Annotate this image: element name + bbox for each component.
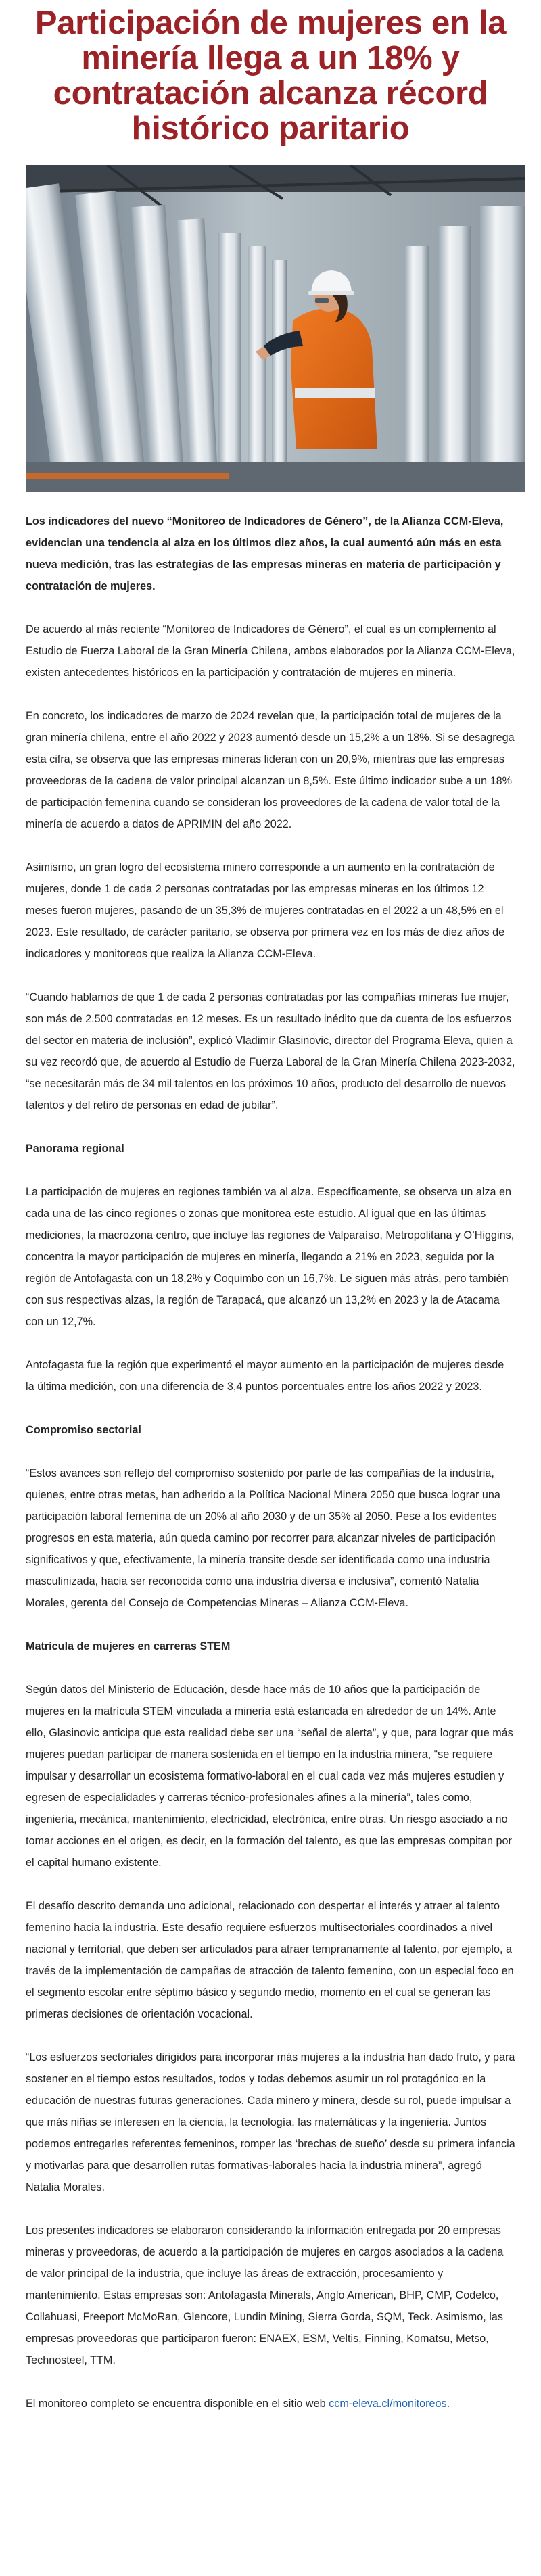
section-heading-compromiso: Compromiso sectorial bbox=[26, 1424, 141, 1436]
article-body bbox=[0, 510, 541, 2414]
closing-end: . bbox=[446, 2398, 450, 2410]
closing-paragraph bbox=[26, 2393, 515, 2414]
paragraph: Asimismo, un gran logro del ecosistema minero corresponde a un aumento en la contratación de mujeres, donde 1 de cada 2 personas contratadas por las empresas mineras en los últimos 12 meses fueron mujeres, pasando de un 35,3% de mujeres contratadas en el 2022 a un 48,5% en el 2023. Este resultado, de carácter paritario, se observa por primera vez en los más de diez años de indicadores y monitoreos que realiza la Alianza CCM-Eleva. bbox=[26, 861, 505, 960]
paragraph: “Los esfuerzos sectoriales dirigidos para incorporar más mujeres a la industria han dado fruto, y para sostener en el tiempo estos resultados, todos y todas debemos asumir un rol protagónico en la educación de nuestras futuras generaciones. Cada minero y minera, desde su rol, puede impulsar a que más niñas se interesen en la ciencia, la tecnología, las matemáticas y la ingeniería. Juntos podemos entregarles referentes femeninos, romper las ‘brechas de sueño’ desde su primera infancia y motivarlas para que desarrollen rutas formativas-laborales hacia la industria minera”, agregó Natalia Morales. bbox=[26, 2051, 515, 2193]
monitoreo-link[interactable]: ccm-eleva.cl/monitoreos bbox=[329, 2398, 447, 2410]
paragraph: Según datos del Ministerio de Educación, desde hace más de 10 años que la participación de mujeres en la matrícula STEM vinculada a minería está estancada en alrededor de un 14%. Ante ello, Glasinovic anticipa que esta realidad debe ser una “señal de alerta”, y que, para lograr que más mujeres puedan participar de manera sostenida en el tiempo en la industria minera, “se requiere impulsar y desarrollar un ecosistema formativo-laboral en el cual cada vez más mujeres estudien y egresen de especialidades y carreras técnico-profesionales afines a la minería”, tales como, ingeniería, mecánica, mantenimiento, electricidad, electrónica, entre otras. Un riesgo asociado a no tomar acciones en el origen, es decir, en la formación del talento, es que las empresas compitan por el capital humano existente. bbox=[26, 1684, 513, 1869]
hero-image bbox=[26, 165, 525, 492]
paragraph: En concreto, los indicadores de marzo de 2024 revelan que, la participación total de mujeres de la gran minería chilena, entre el año 2022 y 2023 aumentó desde un 15,2% a un 18%. Si se desagrega esta cifra, se observa que las empresas mineras lideran con un 20,9%, mientras que las empresas proveedoras de la cadena de valor principal alcanzan un 8,5%. Este último indicador sube a un 18% de participación femenina cuando se consideran los proveedores de la cadena de valor total de la minería de acuerdo a datos de APRIMIN del año 2022. bbox=[26, 710, 515, 830]
paragraph: El desafío descrito demanda uno adicional, relacionado con despertar el interés y atraer al talento femenino hacia la industria. Este desafío requiere esfuerzos multisectoriales coordinados a nivel nacional y territorial, que deben ser articulados para atraer tempranamente al talento, por ejemplo, a través de la implementación de campañas de atracción de talento femenino, con un especial foco en el segmento escolar entre séptimo básico y segundo medio, momento en el cual se generan las primeras decisiones de orientación vocacional. bbox=[26, 1900, 514, 2020]
closing-text: El monitoreo completo se encuentra disponible en el sitio web bbox=[26, 2398, 329, 2410]
section-heading-stem: Matrícula de mujeres en carreras STEM bbox=[26, 1640, 231, 1652]
paragraph: De acuerdo al más reciente “Monitoreo de Indicadores de Género”, el cual es un complemento al Estudio de Fuerza Laboral de la Gran Minería Chilena, ambos elaborados por la Alianza CCM-Eleva, existen antecedentes históricos en la participación y contratación de mujeres en minería. bbox=[26, 623, 515, 679]
paragraph: “Estos avances son reflejo del compromiso sostenido por parte de las compañías de la industria, quienes, entre otras metas, han adherido a la Política Nacional Minera 2050 que busca lograr una participación laboral femenina de un 20% al año 2030 y de un 35% al 2050. Pese a los evidentes progresos en esta materia, aún queda camino por recorrer para alcanzar niveles de participación significativos y que, efectivamente, la minería transite desde ser identificada como una industria masculinizada, hacia ser reconocida como una industria diversa e inclusiva”, comentó Natalia Morales, gerenta del Consejo de Competencias Mineras – Alianza CCM-Eleva. bbox=[26, 1467, 500, 1609]
mine-worker-photo bbox=[26, 165, 525, 492]
article-title: Participación de mujeres en la minería llega a un 18% y contratación alcanza récord histórico paritario bbox=[34, 5, 507, 147]
section-heading-regional: Panorama regional bbox=[26, 1143, 124, 1155]
article-lead: Los indicadores del nuevo “Monitoreo de Indicadores de Género”, de la Alianza CCM-Eleva, evidencian una tendencia al alza en los últimos diez años, la cual aumentó aún más en esta nueva medición, tras las estrategias de las empresas mineras en materia de participación y contratación de mujeres. bbox=[26, 515, 504, 592]
paragraph: “Cuando hablamos de que 1 de cada 2 personas contratadas por las compañías mineras fue mujer, son más de 2.500 contratadas en 12 meses. Es un resultado inédito que da cuenta de los esfuerzos del sector en materia de inclusión”, explicó Vladimir Glasinovic, director del Programa Eleva, quien a su vez recordó que, de acuerdo al Estudio de Fuerza Laboral de la Gran Minería Chilena 2023-2032, “se necesitarán más de 34 mil talentos en los próximos 10 años, producto del desarrollo de nuevos talentos y del retiro de personas en edad de jubilar”. bbox=[26, 991, 515, 1112]
paragraph: La participación de mujeres en regiones también va al alza. Específicamente, se observa un alza en cada una de las cinco regiones o zonas que monitorea este estudio. Al igual que en las últimas mediciones, la macrozona centro, que incluye las regiones de Valparaíso, Metropolitana y O’Higgins, concentra la mayor participación de mujeres en minería, llegando a 21% en 2023, seguida por la región de Antofagasta con un 18,2% y Coquimbo con un 16,7%. Le siguen más atrás, pero también con sus respectivas alzas, la región de Tarapacá, que alcanzó un 13,2% en 2023 y la de Atacama con un 12,7%. bbox=[26, 1186, 515, 1328]
paragraph: Los presentes indicadores se elaboraron considerando la información entregada por 20 empresas mineras y proveedoras, de acuerdo a la participación de mujeres en cargos asociados a la cadena de valor principal de la industria, que incluye las áreas de extracción, procesamiento y mantenimiento. Estas empresas son: Antofagasta Minerals, Anglo American, BHP, CMP, Codelco, Collahuasi, Freeport McMoRan, Glencore, Lundin Mining, Sierra Gorda, SQM, Teck. Asimismo, las empresas proveedoras que participaron fueron: ENAEX, ESM, Veltis, Finning, Komatsu, Metso, Technosteel, TTM. bbox=[26, 2224, 504, 2366]
paragraph: Antofagasta fue la región que experimentó el mayor aumento en la participación de mujeres desde la última medición, con una diferencia de 3,4 puntos porcentuales entre los años 2022 y 2023. bbox=[26, 1359, 504, 1393]
